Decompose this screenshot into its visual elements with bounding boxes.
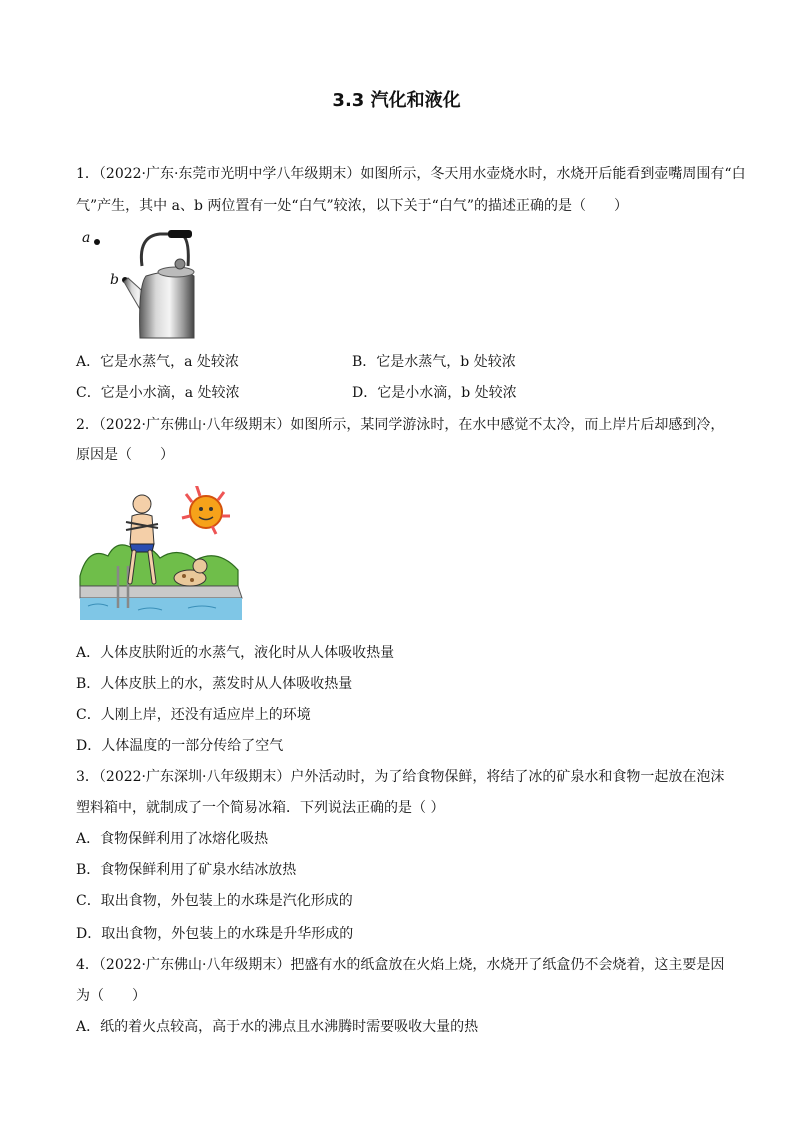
q1-option-c: C．它是小水滴，a 处较浓: [76, 385, 240, 401]
q2-stem-line2: 原因是（ ）: [76, 447, 174, 463]
q1-stem-line2: 气”产生，其中 a、b 两位置有一处“白气”较浓，以下关于“白气”的描述正确的是（ ）: [76, 198, 628, 214]
q3-stem-line2: 塑料箱中，就制成了一个简易冰箱．下列说法正确的是（ ）: [76, 800, 445, 816]
pool-edge: [80, 586, 242, 598]
q3-option-d: D．取出食物，外包装上的水珠是升华形成的: [76, 926, 354, 942]
q4-option-a: A．纸的着火点较高，高于水的沸点且水沸腾时需要吸收大量的热: [76, 1019, 479, 1035]
q2-option-a: A．人体皮肤附近的水蒸气，液化时从人体吸收热量: [76, 645, 395, 661]
q4-stem-line2: 为（ ）: [76, 988, 146, 1004]
swimmer-figure: [78, 486, 244, 620]
lid-knob: [175, 259, 185, 269]
q2-option-b: B．人体皮肤上的水，蒸发时从人体吸收热量: [76, 676, 353, 692]
kettle-body: [140, 271, 194, 338]
sun-icon: [190, 496, 222, 528]
q3-option-b: B．食物保鲜利用了矿泉水结冰放热: [76, 862, 297, 878]
label-b: b: [110, 272, 119, 288]
q2-option-c: C．人刚上岸，还没有适应岸上的环境: [76, 707, 311, 723]
page-title: 3.3 汽化和液化: [332, 90, 461, 111]
person-head: [133, 495, 151, 513]
q3-stem-line1: 3．（2022·广东深圳·八年级期末）户外活动时，为了给食物保鲜，将结了冰的矿泉水和食物一起放在泡沫: [76, 769, 725, 785]
q2-stem-line1: 2．（2022·广东佛山·八年级期末）如图所示，某同学游泳时，在水中感觉不太冷，而上岸片后却感到冷，: [76, 417, 725, 433]
handle-grip: [168, 230, 192, 238]
label-a: a: [82, 230, 91, 246]
q3-option-c: C．取出食物，外包装上的水珠是汽化形成的: [76, 893, 353, 909]
bushes: [80, 545, 238, 586]
water: [80, 598, 242, 620]
q1-option-b: B．它是水蒸气，b 处较浓: [352, 354, 516, 370]
q1-stem-line1: 1．（2022·广东·东莞市光明中学八年级期末）如图所示，冬天用水壶烧水时，水烧开后能看到壶嘴周围有“白: [76, 166, 746, 182]
kettle-figure: [80, 226, 196, 340]
point-a: [94, 239, 100, 245]
q1-option-a: A．它是水蒸气，a 处较浓: [76, 354, 239, 370]
q4-stem-line1: 4．（2022·广东佛山·八年级期末）把盛有水的纸盒放在火焰上烧，水烧开了纸盒仍不会烧着，这主要是因: [76, 957, 725, 973]
q3-option-a: A．食物保鲜利用了冰熔化吸热: [76, 831, 269, 847]
q1-option-d: D．它是小水滴，b 处较浓: [352, 385, 517, 401]
q2-option-d: D．人体温度的一部分传给了空气: [76, 738, 284, 754]
